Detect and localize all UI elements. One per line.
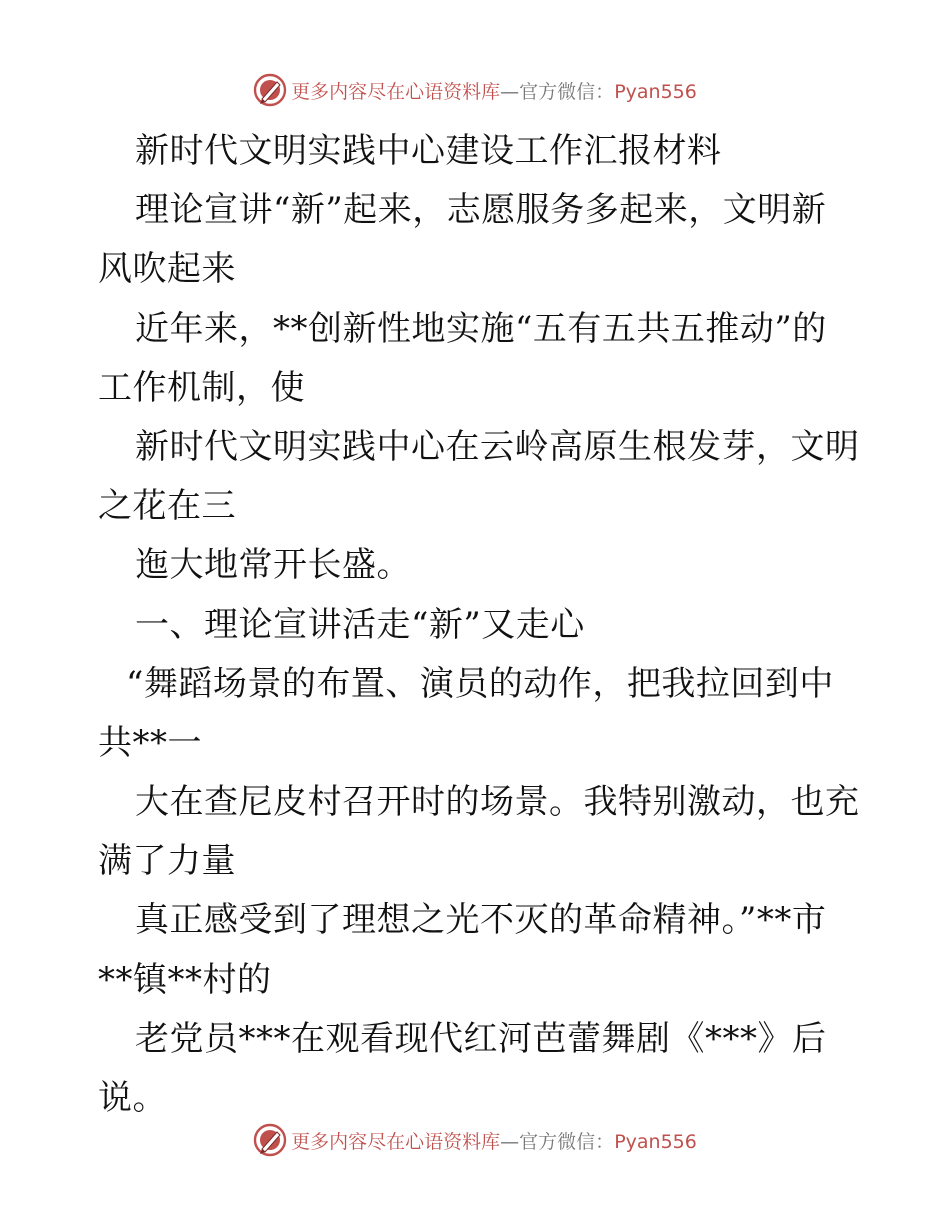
text-line: 新时代文明实践中心在云岭高原生根发芽，文明	[135, 426, 860, 467]
pen-seal-logo-icon	[253, 73, 287, 107]
text-line: 满了力量	[98, 841, 236, 882]
text-line: 真正感受到了理想之光不灭的革命精神。”**市	[135, 900, 827, 941]
text-line: 工作机制，使	[98, 367, 305, 408]
text-line: 之花在三	[98, 486, 236, 527]
text-line: **镇**村的	[98, 959, 272, 1000]
banner-separator: —	[500, 80, 520, 103]
footer-banner	[0, 1120, 950, 1160]
banner-suffix-text: 官方微信：	[519, 80, 615, 103]
text-line: 迤大地常开长盛。	[135, 545, 411, 586]
pen-seal-logo-icon	[253, 1123, 287, 1157]
document-title: 新时代文明实践中心建设工作汇报材料	[135, 131, 722, 171]
text-line: 共**一	[98, 722, 202, 763]
banner-text	[291, 77, 697, 104]
text-line: “舞蹈场景的布置、演员的动作，把我拉回到中	[126, 663, 834, 704]
banner-suffix-text: 官方微信：	[519, 1130, 615, 1153]
text-line: 理论宣讲“新”起来，志愿服务多起来，文明新	[135, 190, 827, 231]
banner-wechat-id: Pyan556	[614, 80, 697, 103]
text-line: 老党员***在观看现代红河芭蕾舞剧《***》后	[135, 1018, 827, 1059]
banner-main-text: 更多内容尽在心语资料库	[291, 80, 501, 103]
banner-wechat-id: Pyan556	[614, 1130, 697, 1153]
text-line: 风吹起来	[98, 249, 236, 290]
banner-text	[291, 1127, 697, 1154]
banner-main-text: 更多内容尽在心语资料库	[291, 1130, 501, 1153]
section-heading: 一、理论宣讲活走“新”又走心	[135, 604, 585, 645]
text-line: 说。	[98, 1078, 167, 1118]
text-line: 近年来，**创新性地实施“五有五共五推动”的	[135, 308, 827, 349]
banner-separator: —	[500, 1130, 520, 1153]
document-body	[98, 122, 858, 1128]
text-line: 大在查尼皮村召开时的场景。我特别激动，也充	[135, 782, 860, 823]
header-banner	[0, 70, 950, 110]
